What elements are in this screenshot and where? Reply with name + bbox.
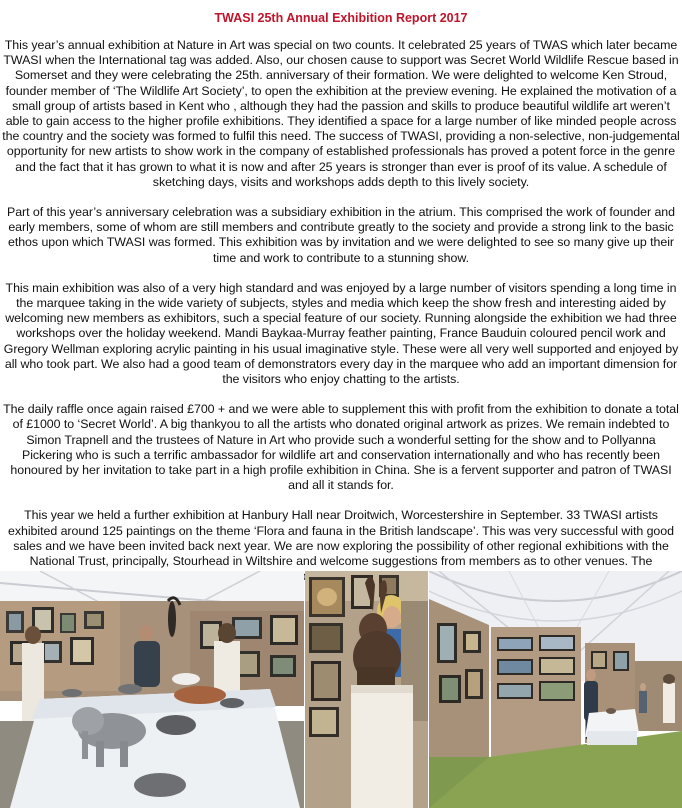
- exhibition-photo-strip: [0, 571, 682, 808]
- photo-marquee-sculpture-table: [0, 571, 304, 808]
- photo-hare-sculpture: [305, 571, 428, 808]
- report-paragraph-1: This year’s annual exhibition at Nature in Art was special on two counts. It celebrated 25 years of TWAS which later became TWASI when the International tag was added. Also, our chosen cause to support was Secret World Wildlife Rescue based in Somerset and they were celebrating the 25th. anniversary of their formation. We were delighted to welcome Ken Stroud, founder member of ‘The Wildlife Art Society’, to open the exhibition at the preview evening. He explained the motivation of a small group of artists based in Kent who , although they had the passion and skills to produce beautiful wildlife art weren’t able to gain access to the higher profile exhibitions. They identified a space for a large number of like minded people across the country and the society was formed to fulfil this need. The success of TWASI, providing a non-selective, non-judgemental opportunity for new artists to show work in the company of established professionals has proved a potent force in the genre and the fact that it has grown to what it is now and after 25 years is stronger than ever is proof of its value. A schedule of sketching days, visits and workshops adds depth to this lively society.: [2, 38, 680, 189]
- photo-marquee-display-boards: [429, 571, 682, 808]
- report-paragraph-3: This main exhibition was also of a very high standard and was enjoyed by a large number of visitors spending a long time in the marquee taking in the wide variety of subjects, styles and media which keep the show fresh and interesting aided by welcoming new members as exhibitors, such a special feature of our society. Running alongside the exhibition we had three workshops over the holiday weekend. Mandi Baykaa-Murray feather painting, France Bauduin coloured pencil work and Gregory Wellman exploring acrylic painting in his usual imaginative style. These were all very well supported and enjoyed by all who took part. We also had a good team of demonstrators every day in the marquee who add an important dimension for the visitors who enjoy chatting to the artists.: [3, 280, 679, 387]
- report-paragraph-4: The daily raffle once again raised £700 + and we were able to supplement this with profit from the exhibition to donate a total of £1000 to ‘Secret World’. A big thankyou to all the artists who donated original artwork as prizes. We remain indebted to Simon Trapnell and the trustees of Nature in Art who provide such a wonderful setting for the show and to Pollyanna Pickering who is such a terrific ambassador for wildlife art and conservation internationally and who has recently been honoured by her invitation to take part in a high profile exhibition in China. She is a fervent supporter and patron of TWASI and all it stands for.: [3, 402, 679, 493]
- report-paragraph-5: This year we held a further exhibition at Hanbury Hall near Droitwich, Worcestershire in September. 33 TWASI artists exhibited around 125 paintings on the theme ‘Flora and fauna in the British landscape’. This was very successful with good sales and we have been invited back next year. We are now exploring the possibility of other regional exhibitions with the National Trust, principally, Stourhead in Wiltshire and welcome suggestions from members as to other venues. The: [8, 508, 674, 569]
- report-paragraph-2: Part of this year’s anniversary celebration was a subsidiary exhibition in the atrium. This comprised the work of founder and early members, some of whom are still members and contribute greatly to the society and provide a strong link to the basic ethos upon which TWASI was formed. This exhibition was by invitation and we were delighted to see so many give up their time and work to contribute to a stunning show.: [6, 205, 675, 265]
- report-title: TWASI 25th Annual Exhibition Report 2017: [214, 11, 468, 25]
